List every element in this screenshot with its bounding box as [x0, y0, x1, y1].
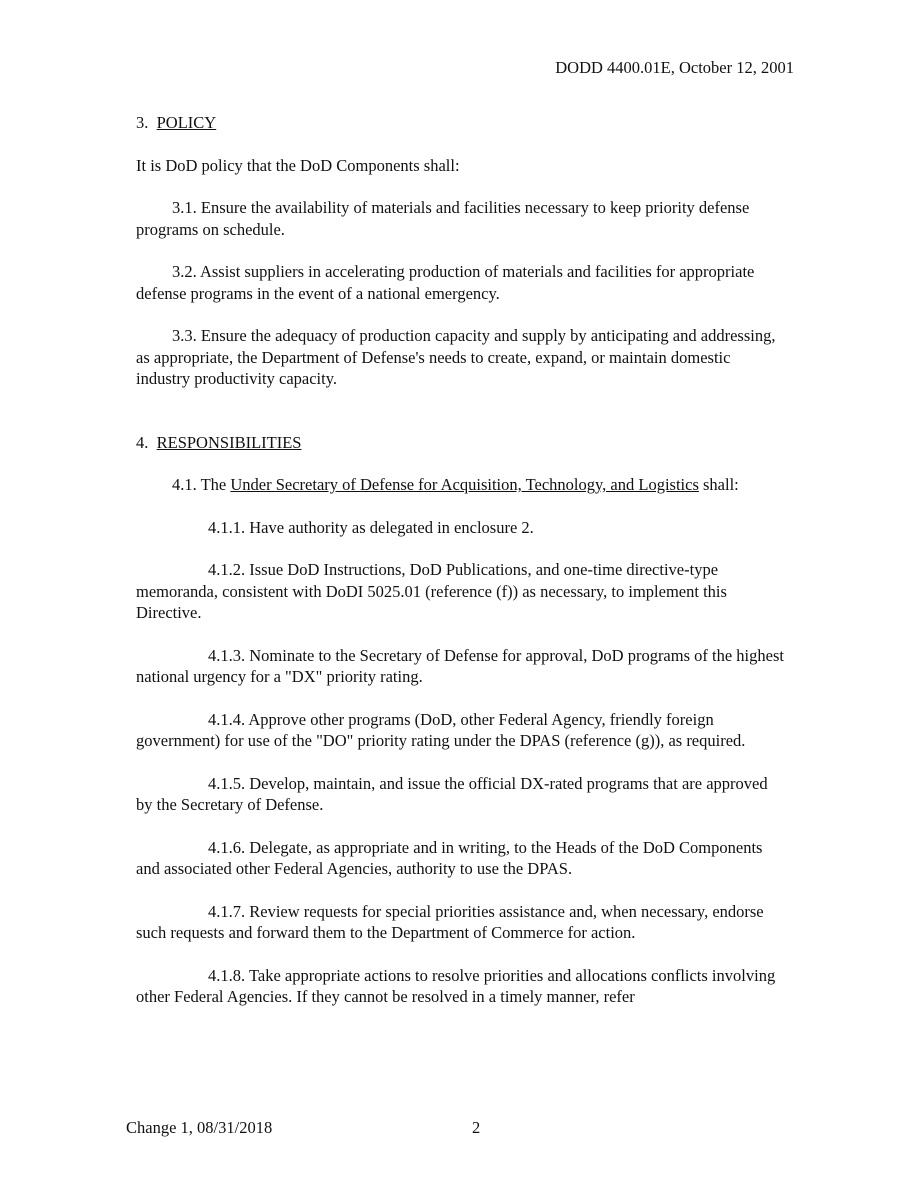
paragraph-3-3: 3.3. Ensure the adequacy of production capacity and supply by anticipating and addressing, as appropriate, the Department of Defense's needs to create, expand, or maintain domestic industry productivity capacity.: [136, 326, 776, 388]
document-body: [136, 112, 786, 1008]
paragraph-4-1: [136, 474, 786, 496]
paragraph-4-1-6: 4.1.6. Delegate, as appropriate and in writing, to the Heads of the DoD Components and associated other Federal Agencies, authority to use the DPAS.: [136, 837, 763, 878]
page-number: 2: [472, 1118, 481, 1137]
page-header: DODD 4400.01E, October 12, 2001: [555, 58, 794, 77]
paragraph-3-2: 3.2. Assist suppliers in accelerating production of materials and facilities for appropriate defense programs in the event of a national emergency.: [136, 262, 755, 303]
section-4-number: 4.: [136, 432, 149, 452]
section-3-intro: It is DoD policy that the DoD Components shall:: [136, 155, 460, 175]
paragraph-4-1-1: 4.1.1. Have authority as delegated in enclosure 2.: [208, 517, 534, 537]
change-notice: Change 1, 08/31/2018: [126, 1118, 273, 1137]
paragraph-3-1: 3.1. Ensure the availability of materials and facilities necessary to keep priority defense programs on schedule.: [136, 198, 750, 239]
section-3-title: POLICY: [156, 113, 217, 132]
paragraph-4-1-lead: 4.1. The: [172, 475, 231, 494]
section-3-number: 3.: [136, 113, 149, 132]
usd-atl-title: Under Secretary of Defense for Acquisition, Technology, and Logistics: [230, 475, 699, 494]
paragraph-4-1-3: 4.1.3. Nominate to the Secretary of Defense for approval, DoD programs of the highest national urgency for a "DX" priority rating.: [136, 645, 784, 686]
section-3-heading: [136, 112, 786, 134]
paragraph-4-1-4: 4.1.4. Approve other programs (DoD, other Federal Agency, friendly foreign government) for use of the "DO" priority rating under the DPAS (reference (g)), as required.: [136, 709, 746, 750]
section-4-heading: [136, 432, 786, 454]
paragraph-4-1-8: 4.1.8. Take appropriate actions to resolve priorities and allocations conflicts involving other Federal Agencies. If they cannot be resolved in a timely manner, refer: [136, 965, 776, 1006]
paragraph-4-1-5: 4.1.5. Develop, maintain, and issue the official DX-rated programs that are approved by the Secretary of Defense.: [136, 773, 768, 814]
paragraph-4-1-7: 4.1.7. Review requests for special priorities assistance and, when necessary, endorse such requests and forward them to the Department of Commerce for action.: [136, 901, 764, 942]
paragraph-4-1-tail: shall:: [698, 475, 739, 494]
paragraph-4-1-2: 4.1.2. Issue DoD Instructions, DoD Publications, and one-time directive-type memoranda, consistent with DoDI 5025.01 (reference (f)) as necessary, to implement this Directive.: [136, 560, 727, 622]
section-4-title: RESPONSIBILITIES: [156, 432, 302, 452]
